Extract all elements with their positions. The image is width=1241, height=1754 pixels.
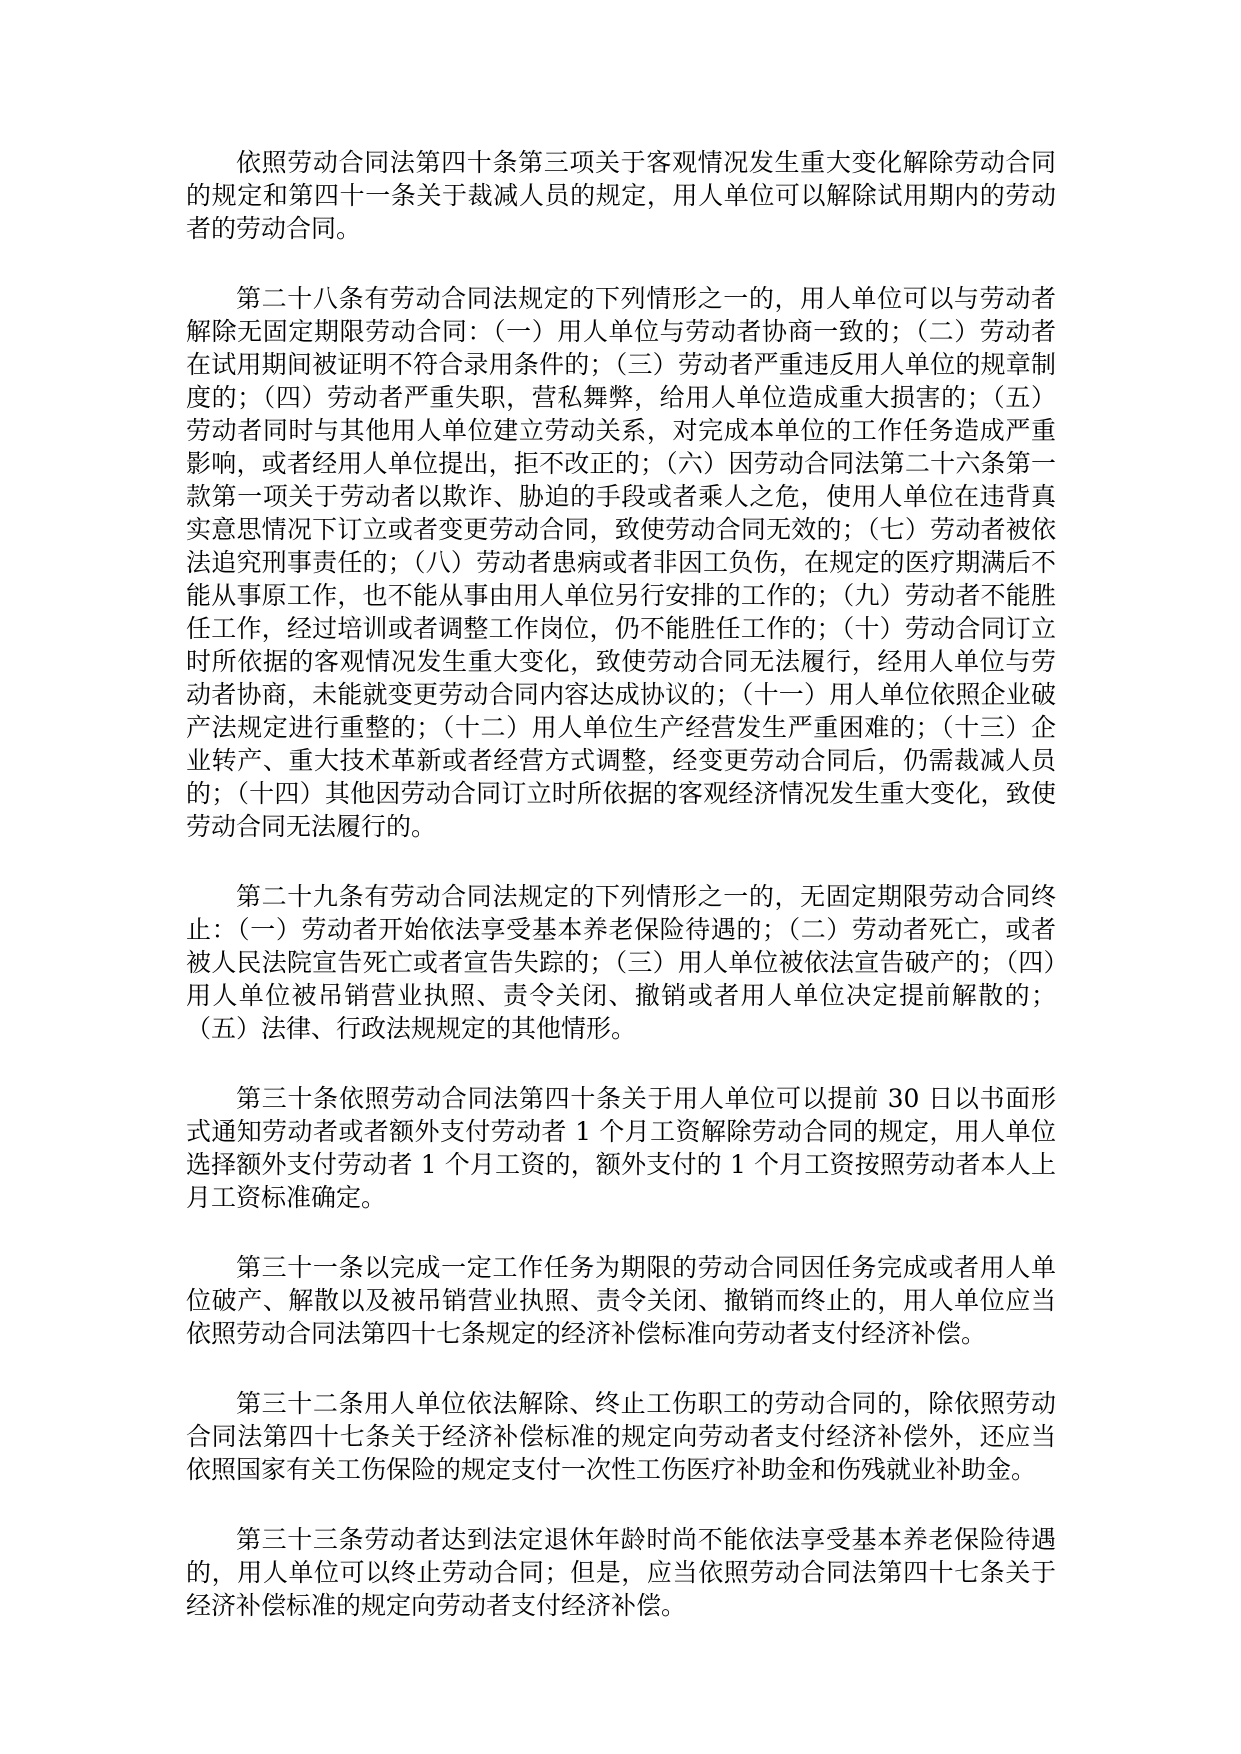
document-body [186,146,1056,1622]
paragraph-probation-dismissal: 依照劳动合同法第四十条第三项关于客观情况发生重大变化解除劳动合同的规定和第四十一条关于裁减人员的规定，用人单位可以解除试用期内的劳动者的劳动合同。 [186,148,1056,243]
paragraph-article-32: 第三十二条用人单位依法解除、终止工伤职工的劳动合同的，除依照劳动合同法第四十七条关于经济补偿标准的规定向劳动者支付经济补偿外，还应当依照国家有关工伤保险的规定支付一次性工伤医疗补助金和伤残就业补助金。 [186,1389,1056,1484]
paragraph-article-29: 第二十九条有劳动合同法规定的下列情形之一的，无固定期限劳动合同终止：（一）劳动者开始依法享受基本养老保险待遇的；（二）劳动者死亡，或者被人民法院宣告死亡或者宣告失踪的；（三）用人单位被依法宣告破产的；（四）用人单位被吊销营业执照、责令关闭、撤销或者用人单位决定提前解散的；（五）法律、行政法规规定的其他情形。 [186,882,1056,1043]
paragraph-article-31: 第三十一条以完成一定工作任务为期限的劳动合同因任务完成或者用人单位破产、解散以及被吊销营业执照、责令关闭、撤销而终止的，用人单位应当依照劳动合同法第四十七条规定的经济补偿标准向劳动者支付经济补偿。 [186,1253,1056,1348]
paragraph-article-28: 第二十八条有劳动合同法规定的下列情形之一的，用人单位可以与劳动者解除无固定期限劳动合同：（一）用人单位与劳动者协商一致的；（二）劳动者在试用期间被证明不符合录用条件的；（三）劳动者严重违反用人单位的规章制度的；（四）劳动者严重失职，营私舞弊，给用人单位造成重大损害的；（五）劳动者同时与其他用人单位建立劳动关系，对完成本单位的工作任务造成严重影响，或者经用人单位提出，拒不改正的；（六）因劳动合同法第二十六条第一款第一项关于劳动者以欺诈、胁迫的手段或者乘人之危，使用人单位在违背真实意思情况下订立或者变更劳动合同，致使劳动合同无效的；（七）劳动者被依法追究刑事责任的；（八）劳动者患病或者非因工负伤，在规定的医疗期满后不能从事原工作，也不能从事由用人单位另行安排的工作的；（九）劳动者不能胜任工作，经过培训或者调整工作岗位，仍不能胜任工作的；（十）劳动合同订立时所依据的客观情况发生重大变化，致使劳动合同无法履行，经用人单位与劳动者协商，未能就变更劳动合同内容达成协议的；（十一）用人单位依照企业破产法规定进行重整的；（十二）用人单位生产经营发生严重困难的；（十三）企业转产、重大技术革新或者经营方式调整，经变更劳动合同后，仍需裁减人员的；（十四）其他因劳动合同订立时所依据的客观经济情况发生重大变化，致使劳动合同无法履行的。 [186,284,1056,841]
paragraph-article-33: 第三十三条劳动者达到法定退休年龄时尚不能依法享受基本养老保险待遇的，用人单位可以终止劳动合同；但是，应当依照劳动合同法第四十七条关于经济补偿标准的规定向劳动者支付经济补偿。 [186,1525,1056,1620]
paragraph-article-30: 第三十条依照劳动合同法第四十条关于用人单位可以提前 30 日以书面形式通知劳动者或者额外支付劳动者 1 个月工资解除劳动合同的规定，用人单位选择额外支付劳动者 1 个月工资的，额外支付的 1 个月工资按照劳动者本人上月工资标准确定。 [186,1084,1056,1212]
